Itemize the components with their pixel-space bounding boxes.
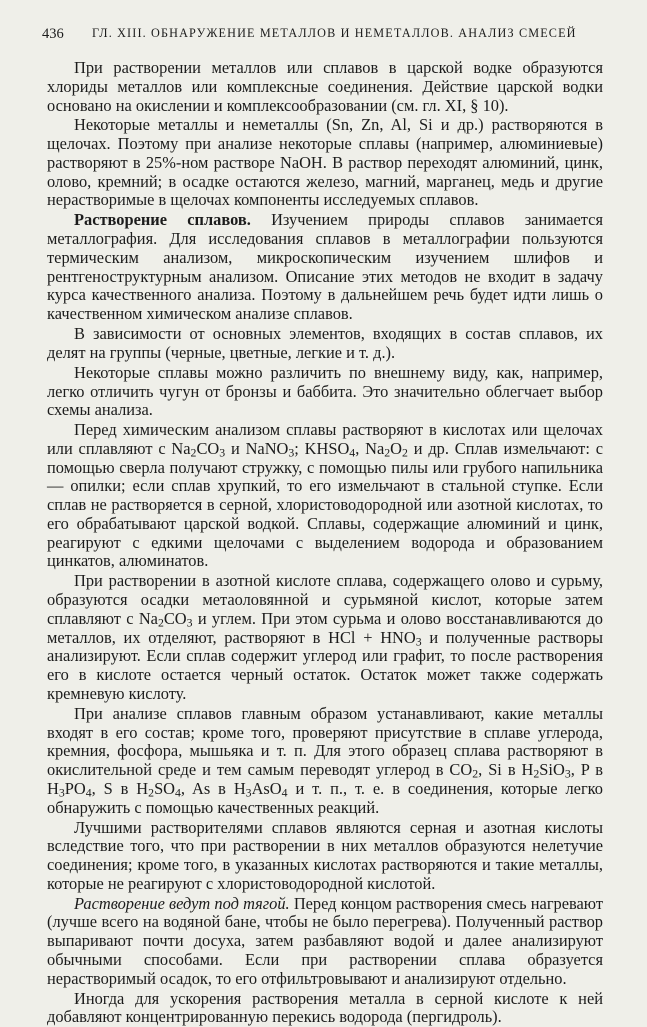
paragraph: [47, 895, 603, 989]
paragraph-text: Перед химическим анализом сплавы растворяют в кислотах или щелочах или сплавляют с $Na_2CO_3$ и NaNO$_3$; $KHSO_4$, $Na_2O_2$ и др. Сплав измельчают: с помощью сверла получают стружку, с помощью пилы или грубого напильника — опилки; если сплав хрупкий, то его измельчают в стальной ступке. Если сплав не растворяется в серной, хлористоводородной или азотной кислотах, то его обрабатывают царской водкой. Сплавы, содержащие алюминий и цинк, реагируют с едкими щелочами с выделением водорода и образованием цинкатов, алюминатов.: [47, 420, 603, 571]
paragraph-text: Некоторые сплавы можно различить по внешнему виду, как, например, легко отличить чугун от бронзы и баббита. Это значительно облегчает выбор схемы анализа.: [47, 362, 603, 420]
paragraph: [47, 990, 603, 1027]
paragraph: [47, 59, 603, 115]
page-body: [47, 59, 603, 1027]
paragraph: [47, 116, 603, 210]
page-header: [0, 26, 647, 48]
paragraph: [47, 572, 603, 703]
page-number: 436: [42, 26, 64, 42]
paragraph-lead-italic: Растворение ведут под тягой.: [74, 893, 290, 913]
paragraph-text: Некоторые металлы и неметаллы (Sn, Zn, Al, Si и др.) растворяются в щелочах. Поэтому при анализе некоторые сплавы (например, алюминиевые) растворяют в 25%-ном растворе NaOH. В раствор переходят алюминий, цинк, олово, кремний; в осадке остаются железо, магний, марганец, медь и другие нерастворимые в щелочах компоненты исследуемых сплавов.: [47, 115, 603, 210]
paragraph-text: При анализе сплавов главным образом устанавливают, какие металлы входят в его состав; кроме того, проверяют присутствие в сплаве углерода, кремния, фосфора, мышьяка и т. п. Для этого образец сплава растворяют в окислительной среде и тем самым переводят углерод в $CO_2$, Si в $H_2SiO_3$, P в $H_3PO_4$, S в $H_2SO_4$, As в $H_3AsO_4$ и т. п., т. е. в соединения, которые легко обнаружить с помощью качественных реакций.: [47, 703, 604, 817]
paragraph-text: Лучшими растворителями сплавов являются серная и азотная кислоты вследствие того, что при растворении в них металлов образуются нелетучие соединения; кроме того, в указанных кислотах растворяются и такие металлы, которые не реагируют с хлористоводородной кислотой.: [47, 817, 603, 893]
paragraph-text: При растворении в азотной кислоте сплава, содержащего олово и сурьму, образуются осадки метаоловянной и сурьмяной кислот, которые затем сплавляют с $Na_2CO_3$ и углем. При этом сурьма и олово восстанавливаются до металлов, их отделяют, растворяют в HCl + $HNO_3$ и полученные растворы анализируют. Если сплав содержит углерод или графит, то после растворения его в кислоте остается черный остаток. Остаток может также содержать кремневую кислоту.: [47, 571, 603, 703]
paragraph: [47, 364, 603, 420]
paragraph-lead-heading: Растворение сплавов.: [74, 210, 251, 230]
paragraph: [47, 421, 603, 571]
paragraph-text: При растворении металлов или сплавов в царской водке образуются хлориды металлов или комплексные соединения. Действие царской водки основано на окислении и комплексообразовании (см. гл. XI, § 10).: [47, 58, 603, 115]
paragraph-text: Перед концом растворения смесь нагревают (лучше всего на водяной бане, чтобы не было перегрева). Полученный раствор выпаривают почти досуха, затем разбавляют водой и далее анализируют обычными способами. Если при растворении сплава образуется нерастворимый осадок, то его отфильтровывают и анализируют отдельно.: [47, 893, 603, 988]
paragraph-text: В зависимости от основных элементов, входящих в состав сплавов, их делят на группы (черные, цветные, легкие и т. д.).: [47, 324, 603, 362]
paragraph: [47, 705, 603, 818]
paragraph-text: Изучением природы сплавов занимается металлография. Для исследования сплавов в металлографии пользуются термическим анализом, микроскопическим изучением шлифов и рентгеноструктурным анализом. Описание этих методов не входит в задачу курса качественного анализа. Поэтому в дальнейшем речь будет идти лишь о качественном химическом анализе сплавов.: [47, 210, 603, 324]
paragraph-text: Иногда для ускорения растворения металла в серной кислоте к ней добавляют концентрированную перекись водорода (пергидроль).: [47, 988, 603, 1027]
paragraph: [47, 211, 603, 324]
paragraph: [47, 819, 603, 894]
paragraph: [47, 325, 603, 363]
running-title: ГЛ. XIII. ОБНАРУЖЕНИЕ МЕТАЛЛОВ И НЕМЕТАЛЛОВ. АНАЛИЗ СМЕСЕЙ: [92, 26, 577, 40]
